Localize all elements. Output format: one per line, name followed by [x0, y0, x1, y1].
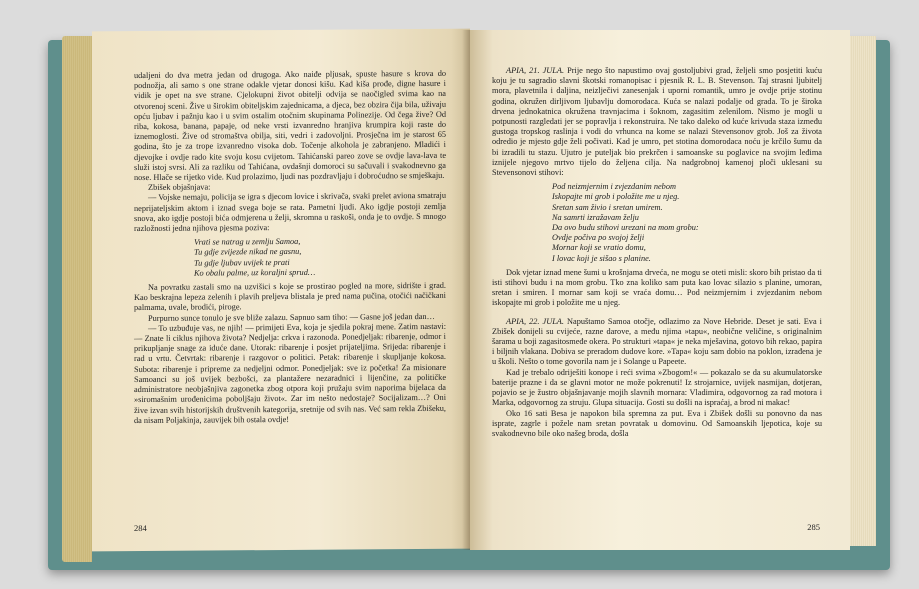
- paragraph: Dok vjetar iznad mene šumi u krošnjama drveća, ne mogu se oteti misli: skoro bih pristao da ti isti stihovi budu i na mom grobu. Tko zna koliko sam puta kao lovac silazio s planine, umoran, sretan i smiren. I mornar sam koji se vraća domu… Pod neizmjernim i zvjezdanim nebom iskopajte mi grob i položite me u njeg.: [492, 267, 822, 308]
- right-page: [470, 30, 850, 550]
- poem-line: Sretan sam živio i sretan umirem.: [552, 202, 663, 212]
- paragraph: Purpurno sunce tonulo je sve bliže zalazu. Sapnuo sam tiho: — Gasne još jedan dan…: [148, 311, 435, 323]
- entry-text: Napuštamo Samoa otočje, odlazimo za Nove Hebride. Deset je sati. Eva i Zbišek donijeli su cvijeće, razne darove, a među njima »tapu«, neobične veličine, s originalnim šarama u boji zagasitosmeđe okera. Po strukturi »tapa« je neka mješavina, gotovo bih rekao, papira i biljnih vlakana. Dobiva se preradom dudove kore. »Tapa« koju sam dobio na poklon, izrađena je u školi. Nešto o tome govorila nam je i Solange u Papeete.: [492, 316, 822, 367]
- poem-line: Ko obalu palme, uz koraljni sprud…: [194, 267, 316, 278]
- poem-line: I lovac koji je sišao s planine.: [552, 253, 651, 263]
- poem-line: Ovdje počiva po svojoj želji: [552, 233, 645, 243]
- poem-line: Na samrti izražavam želju: [552, 212, 639, 222]
- entry-text: Prije nego što napustimo ovaj gostoljubivi grad, željeli smo posjetiti kuću koju je tu sagradio slavni škotski romanopisac i pjesnik R. L. B. Stevenson. Taj strasni ljubitelj mora, plavetnila i daljina, neizlječivi zanesenjak i uporni romantik, umro je ovdje prije stotinu godina, okružen dirljivom ljubavlju domorodaca. Kuća se nalazi podalje od grada. To je široka drvena jednokatnica okružena travnjacima i šoknom, zagasitim zelenilom. Nismo je mogli u potpunosti razgledati jer se popravlja i rekonstruira. Ne tako daleko od kuće krivuda staza između gustoga tropskog raslinja i vodi do vrhunca na kome se nalazi Stevensonov grob. Još za života odredio je mjesto gdje želi počivati. Kad je umro, pet stotina domorodaca noću je krčilo šumu da bi izradili tu stazu. Ujutro je puteljak bio prekrčen i samoanske su poglavice na svojim leđima iznijele njegovo mrtvo tijelo do željena cilja. Na nadgrobnoj kamenoj ploči uklesani su Stevensonovi stihovi:: [492, 66, 822, 178]
- entry-heading: APIA, 21. JULA.: [506, 66, 565, 75]
- poem-line: Tu gdje ljubav uvijek te prati: [194, 257, 290, 268]
- left-page: [92, 29, 470, 552]
- poem-line: Da ovo budu stihovi urezani na mom grobu:: [552, 223, 699, 233]
- page-number: 285: [807, 521, 820, 532]
- entry-heading: APIA, 22. JULA.: [506, 316, 564, 326]
- poem-stanza: [194, 236, 446, 279]
- paragraph: — To uzbuđuje vas, ne njih! — primijeti Eva, koja je sjedila pokraj mene. Zatim nastavi: — Znate li ciklus njihova života? Nedjelja: crkva i razonoda. Ponedjeljak: ribarenje, odmor i prikupljanje snage za iduće dane. Utorak: ribarenje i posjet prijateljima. Srijeda: ribarenje i rad u vrtu. Četvrtak: ribarenje i razgovor o politici. Petak: ribarenje i skupljanje kokosa. Subota: ribarenje i pripreme za nedjeljni odmor. Ponedjeljak: sve iz početka! Za misionare Samoanci su još uvijek bezbošci, za plantažere nezaradnici i lijenčine, za političke administratore neobjašnjiva zagonetka zbog otpora koji pružaju svim naporima bijelaca da »siromašnim urođenicima poboljšaju život«. Zar im nešto nedostaje? Socijalizam…? Oni žive izvan svih historijskih društvenih kategorija, sretnije od svih nas. Već sam rekla Zbišeku, da nisam Poljakinja, zauvijek bih ostala ovdje!: [134, 321, 446, 425]
- page-number: 284: [134, 522, 147, 533]
- poem-stanza: [552, 182, 822, 264]
- diary-entry: [492, 66, 822, 178]
- paragraph: — Vojske nemaju, policija se igra s djecom lovice i skrivača, svaki prelet aviona smatraju neprijateljskim aktom i iznad svega boje se rata. Pametni ljudi. Ako igdje postoji zemlja snova, ako igdje postoji bića odmjerena u želji, skromna u raskoši, onda je to ovdje. S mnogo razložnosti jedna njihova pjesma poziva:: [134, 191, 446, 234]
- paragraph: Oko 16 sati Besa je napokon bila spremna za put. Eva i Zbišek došli su ponovno da nas isprate, zagrle i požele nam sretan povratak u domovinu. Od Samoanskih ljepotica, koje su svakodnevno bile oko našeg broda, došla: [492, 408, 822, 438]
- paragraph: Zbišek objašnjava:: [148, 182, 211, 193]
- page-edges-left: [62, 36, 92, 562]
- poem-line: Pod neizmjernim i zvjezdanim nebom: [552, 182, 676, 192]
- paragraph: Kad je trebalo odriješiti konope i reći svima »Zbogom!« — pokazalo se da su akumulatorske baterije prazne i da se glavni motor ne može pokrenuti! Iz strojarnice, uvijek nasmijan, dotjeran, pojavio se je žustro objašnjavanje mojih slavnih mornara: Vladimira, odgovornog za rad motora i Marka, odgovornog za struju. Glupa situacija. Gosti su došli na ispraćaj, a brod ni makac!: [492, 367, 822, 408]
- paragraph: Na povratku zastali smo na uzvišici s koje se prostirao pogled na more, sidrište i grad. Kao beskrajna lepeza zelenih i plavih preljeva blistala je pred nama pučina, otočići načičkani palmama, uvale, brodići, piroge.: [134, 280, 446, 313]
- poem-line: Vrati se natrag u zemlju Samoa,: [194, 237, 301, 247]
- poem-line: Iskopajte mi grob i položite me u njeg.: [552, 192, 680, 202]
- paragraph: udaljeni do dva metra jedan od drugoga. Ako naiđe pljusak, spuste hasure s krova do podnožja, ali samo s one strane odakle vjetar donosi kišu. Kad kiša prođe, digne hasure i vidik je opet na sve strane. Cjelokupni život obitelji odvija se naočigled svima kao na otvorenoj sceni. Žive u širokim obiteljskim zajednicama, a djeca, bez obzira čija bila, uživaju opću ljubav i pažnju kao i u svim ostalim otočnim skupinama Polinezije. Od čega žive? Od riba, kokosa, banana, papaje, od neke vrsti izvanredno hranjiva krumpira koji raste do iznemoglosti. Žive od stromaštva obilja, siti, vedri i zadovoljni. Prosječna im je starost 65 godina, što je za trope izvanredno visoka dob. Točenje alkohola je zabranjeno. Mladići i djevojke i ovdje rado kite svoju kosu cvijetom. Tahićanski pareo zove se ovdje lava-lava te služi istoj svrsi. Ali za razliku od Tahićana, ovdašnji domoroci su sačuvali i svakodnevno ga nose. Hlače se rijetko vide. Kud prolazimo, ljudi nas pozdravljaju i dobroćudno se smješkaju.: [134, 68, 446, 183]
- diary-entry: [492, 317, 822, 368]
- poem-line: Mornar koji se vratio domu,: [552, 243, 646, 253]
- poem-line: Tu gdje zvijezde nikad ne gasnu,: [194, 247, 302, 258]
- page-edges-right: [848, 36, 876, 546]
